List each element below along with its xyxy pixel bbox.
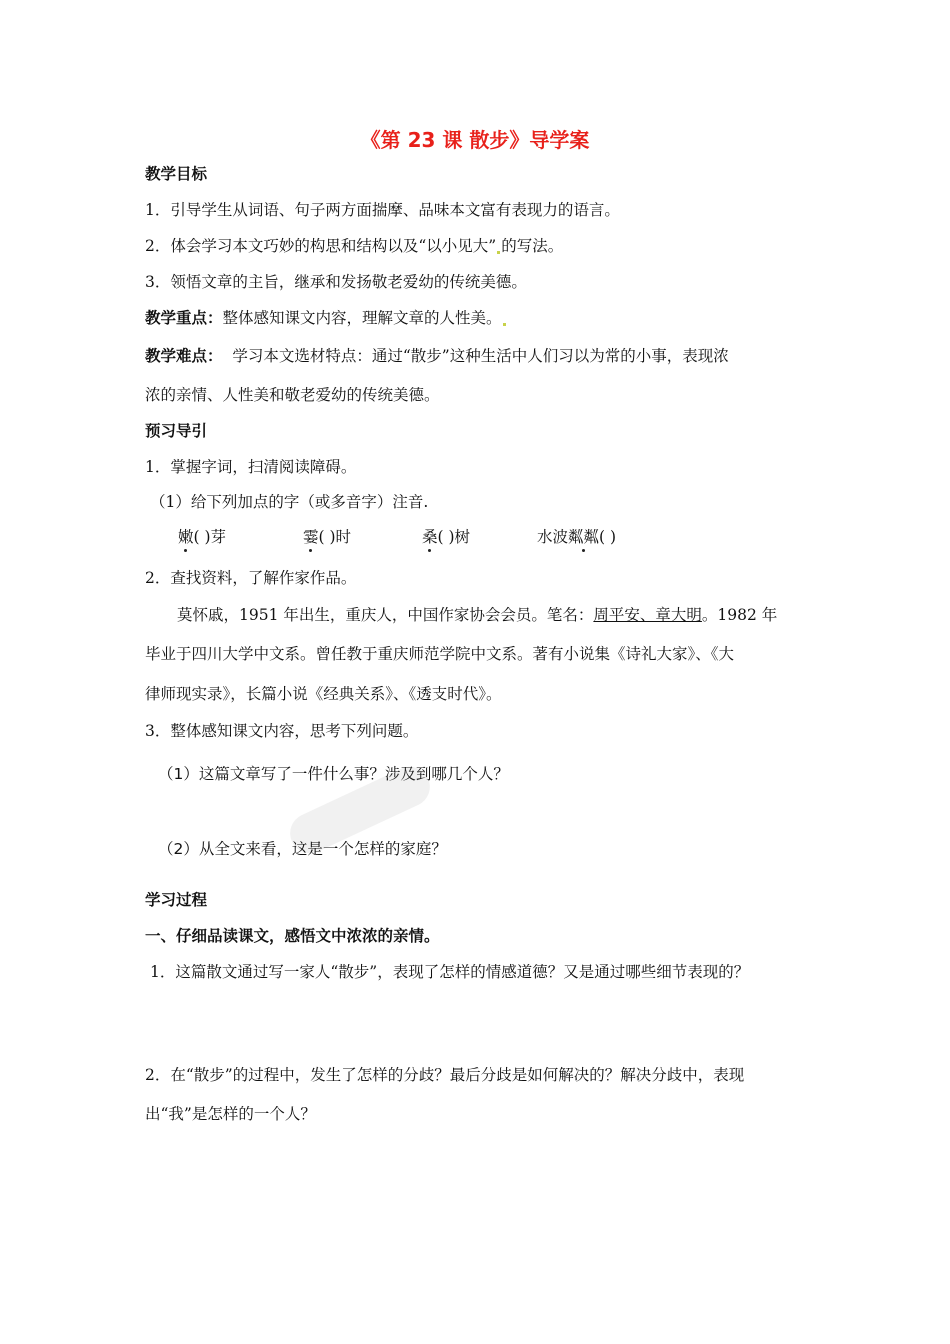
difficulty — [145, 345, 729, 367]
objectives-heading: 教学目标 — [145, 165, 208, 183]
process-q2: 2．在“散步”的过程中，发生了怎样的分歧？最后分歧是如何解决的？解决分歧中，表现 — [145, 1066, 745, 1084]
pen-names: 周平安、章大明 — [593, 606, 702, 624]
preview-q3-sub: （2）从全文来看，这是一个怎样的家庭？ — [158, 840, 447, 858]
objective-item: 1．引导学生从词语、句子两方面揣摩、品味本文富有表现力的语言。 — [145, 201, 620, 219]
objective-item: 2．体会学习本文巧妙的构思和结构以及“以小见大” 的写法。 — [145, 237, 564, 255]
dotted-char: 霎 — [303, 528, 319, 546]
document-title: 《第 23 课 散步》导学案 — [360, 128, 590, 152]
process-q2-cont: 出“我”是怎样的一个人？ — [145, 1105, 316, 1123]
dotted-char: 桑 — [422, 528, 438, 546]
dotted-char: 嫩 — [178, 528, 194, 546]
process-q1: 1．这篇散文通过写一家人“散步”，表现了怎样的情感道德？又是通过哪些细节表现的？ — [150, 963, 750, 981]
key-point-label: 教学重点： — [145, 309, 223, 327]
key-point-text: 整体感知课文内容，理解文章的人性美。 — [222, 309, 502, 327]
objective-item: 3．领悟文章的主旨，继承和发扬敬老爱幼的传统美德。 — [145, 273, 527, 291]
difficulty-text-cont: 浓的亲情、人性美和敬老爱幼的传统美德。 — [145, 386, 440, 404]
preview-q3-sub: （1）这篇文章写了一件什么事？涉及到哪几个人？ — [158, 765, 509, 783]
preview-q2: 2．查找资料，了解作家作品。 — [145, 569, 357, 587]
process-heading: 学习过程 — [145, 891, 208, 909]
pinyin-word: 嫩( )芽 — [178, 528, 227, 546]
author-paragraph-cont: 律师现实录》，长篇小说《经典关系》、《透支时代》。 — [145, 685, 502, 703]
author-paragraph-cont: 毕业于四川大学中文系。曾任教于重庆师范学院中文系。著有小说集《诗礼大家》、《大 — [145, 645, 735, 663]
difficulty-label: 教学难点： — [145, 347, 223, 365]
pinyin-word: 桑( )树 — [422, 528, 471, 546]
difficulty-text: 学习本文选材特点：通过“散步”这种生活中人们习以为常的小事，表现浓 — [232, 347, 729, 365]
preview-heading: 预习导引 — [145, 422, 208, 440]
process-section-title: 一、仔细品读课文，感悟文中浓浓的亲情。 — [145, 927, 440, 945]
pinyin-word: 霎( )时 — [303, 528, 352, 546]
key-point — [145, 307, 507, 329]
preview-q1-sub: （1）给下列加点的字（或多音字）注音. — [150, 493, 429, 511]
pinyin-word: 水波粼粼( ) — [537, 528, 617, 546]
preview-q3: 3．整体感知课文内容，思考下列问题。 — [145, 722, 419, 740]
author-paragraph: 莫怀戚，1951 年出生，重庆人，中国作家协会会员。笔名：周平安、章大明。1982 年 — [177, 606, 778, 624]
preview-q1: 1．掌握字词，扫清阅读障碍。 — [145, 458, 357, 476]
dotted-char: 粼粼 — [568, 528, 600, 546]
